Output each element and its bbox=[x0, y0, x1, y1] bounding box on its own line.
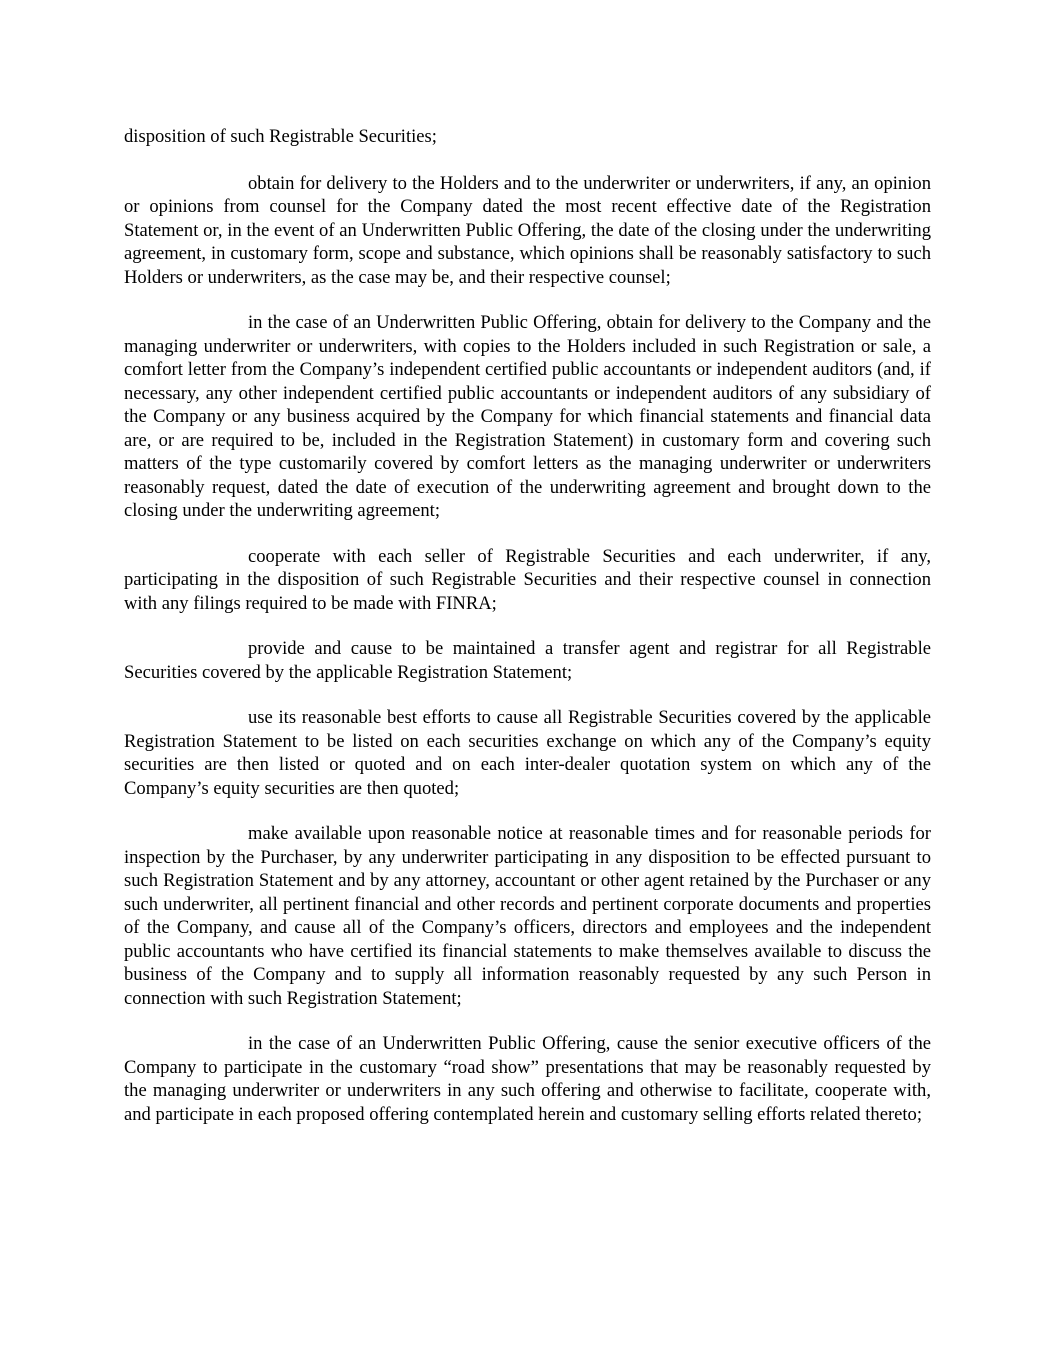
document-body bbox=[124, 125, 931, 1148]
paragraph-continuation: disposition of such Registrable Securities; bbox=[124, 126, 437, 147]
paragraph-opinion-of-counsel: obtain for delivery to the Holders and to the underwriter or underwriters, if any, an opinion or opinions from counsel for the Company dated the most recent effective date of the Registration Statement or, in the event of an Underwritten Public Offering, the date of the closing under the underwriting agreement, in customary form, scope and substance, which opinions shall be reasonably satisfactory to such Holders or underwriters, as the case may be, and their respective counsel; bbox=[124, 172, 931, 288]
paragraph-transfer-agent: provide and cause to be maintained a transfer agent and registrar for all Registrable Securities covered by the applicable Registration Statement; bbox=[124, 638, 931, 683]
paragraph-road-show: in the case of an Underwritten Public Offering, cause the senior executive officers of the Company to participate in the customary “road show” presentations that may be reasonably requested by the managing underwriter or underwriters in any such offering and otherwise to facilitate, cooperate with, and participate in each proposed offering contemplated herein and customary selling efforts related thereto; bbox=[124, 1033, 931, 1125]
paragraph-exchange-listing: use its reasonable best efforts to cause all Registrable Securities covered by the applicable Registration Statement to be listed on each securities exchange on which any of the Company’s equity securities are then listed or quoted and on each inter-dealer quotation system on which any of the Company’s equity securities are then quoted; bbox=[124, 707, 931, 799]
paragraph-finra-cooperation: cooperate with each seller of Registrable Securities and each underwriter, if any, participating in the disposition of such Registrable Securities and their respective counsel in connection with any filings required to be made with FINRA; bbox=[124, 545, 931, 614]
paragraph-inspection-records: make available upon reasonable notice at reasonable times and for reasonable periods for inspection by the Purchaser, by any underwriter participating in any disposition to be effected pursuant to such Registration Statement and by any attorney, accountant or other agent retained by the Purchaser or any such underwriter, all pertinent financial and other records and pertinent corporate documents and properties of the Company, and cause all of the Company’s officers, directors and employees and the independent public accountants who have certified its financial statements to make themselves available to discuss the business of the Company and to supply all information reasonably requested by any such Person in connection with such Registration Statement; bbox=[124, 823, 931, 1009]
paragraph-comfort-letter: in the case of an Underwritten Public Offering, obtain for delivery to the Company and the managing underwriter or underwriters, with copies to the Holders included in such Registration or sale, a comfort letter from the Company’s independent certified public accountants or independent auditors (and, if necessary, any other independent certified public accountants or independent auditors of any subsidiary of the Company or any business acquired by the Company for which financial statements and financial data are, or are required to be, included in the Registration Statement) in customary form and covering such matters of the type customarily covered by comfort letters as the managing underwriter or underwriters reasonably request, dated the date of execution of the underwriting agreement and brought down to the closing under the underwriting agreement; bbox=[124, 312, 931, 521]
